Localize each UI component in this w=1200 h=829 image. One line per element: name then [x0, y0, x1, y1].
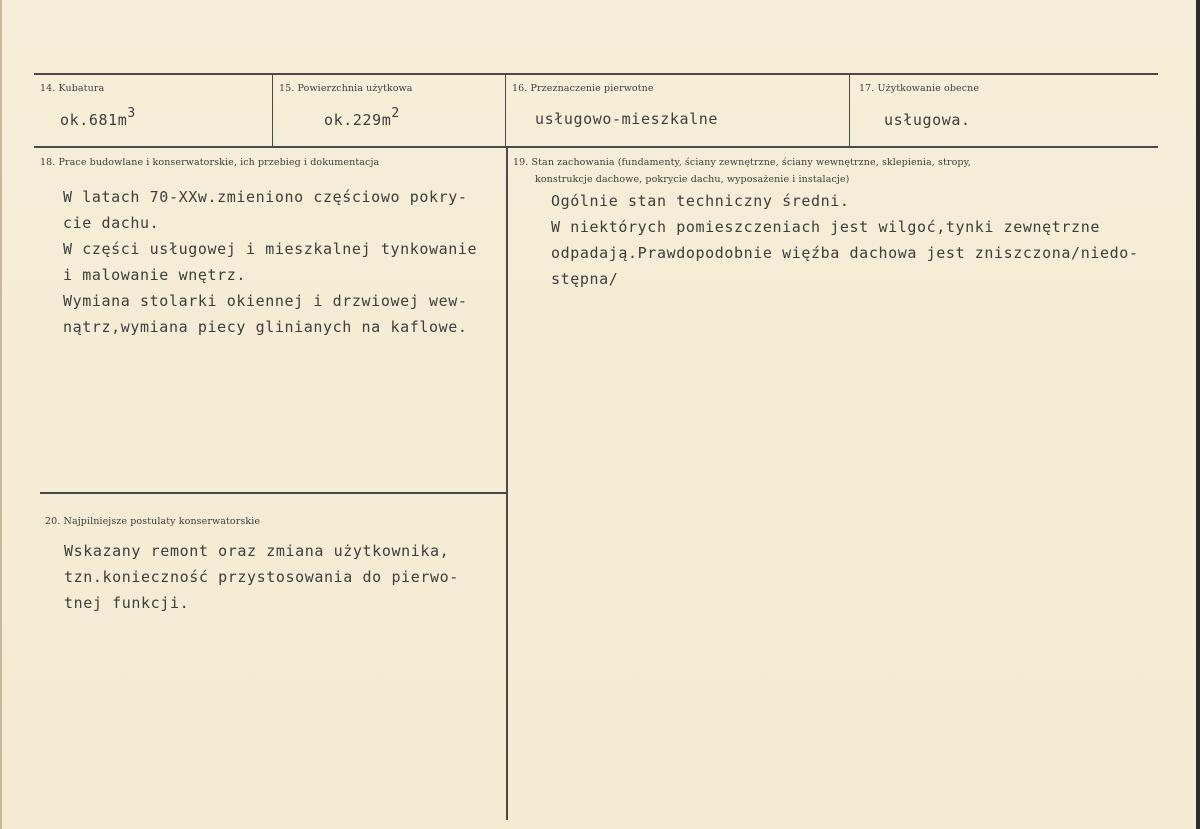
- row1-bottom-rule: [34, 146, 1158, 148]
- field-15-label: 15. Powierzchnia użytkowa: [279, 83, 413, 94]
- field-14-label: 14. Kubatura: [40, 83, 105, 94]
- field-14-value: $ok.681m^3$: [60, 106, 136, 129]
- field-20-line: Wskazany remont oraz zmiana użytkownika,: [64, 542, 450, 560]
- field-19-line: odpadają.Prawdopodobnie więźba dachowa jest zniszczona/niedo-: [551, 244, 1139, 262]
- field-18-text: [63, 184, 477, 340]
- field-19-line: Ogólnie stan techniczny średni.: [551, 192, 850, 210]
- field-15-value: $ok.229m^2$: [324, 106, 400, 129]
- divider-14-15: [272, 73, 273, 148]
- divider-left-right: [506, 148, 508, 820]
- field-18-line: cie dachu.: [63, 214, 160, 232]
- field-19-label-line-1: 19. Stan zachowania (fundamenty, ściany zewnętrzne, ściany wewnętrzne, sklepienia, stropy,: [513, 157, 971, 168]
- field-19-label-line-2: konstrukcje dachowe, pokrycie dachu, wyposażenie i instalacje): [535, 174, 850, 185]
- field-16-label: 16. Przeznaczenie pierwotne: [512, 83, 654, 94]
- field-18-line: Wymiana stolarki okiennej i drzwiowej wew-: [63, 292, 468, 310]
- field-17-label: 17. Użytkowanie obecne: [859, 83, 980, 94]
- field-19-line: stępna/: [551, 270, 619, 288]
- field-20-line: tzn.konieczność przystosowania do pierwo-: [64, 568, 459, 586]
- field-18-line: W latach 70-XXw.zmieniono częściowo pokry-: [63, 188, 468, 206]
- field-20-label: 20. Najpilniejsze postulaty konserwatorskie: [45, 516, 261, 527]
- field-18-label: 18. Prace budowlane i konserwatorskie, ich przebieg i dokumentacja: [40, 157, 380, 168]
- field-18-line: i malowanie wnętrz.: [63, 266, 246, 284]
- field-19-line: W niektórych pomieszczeniach jest wilgoć,tynki zewnętrzne: [551, 218, 1100, 236]
- top-rule: [34, 73, 1158, 75]
- field-20-text: [64, 538, 459, 616]
- field-16-value: usługowo-mieszkalne: [535, 110, 718, 128]
- field-18-line: W części usługowej i mieszkalnej tynkowanie: [63, 240, 478, 258]
- field-20-line: tnej funkcji.: [64, 594, 190, 612]
- card-left-edge: [0, 0, 2, 829]
- field-17-value: usługowa.: [884, 111, 971, 129]
- divider-16-17: [849, 73, 850, 148]
- field-19-text: [551, 188, 1138, 292]
- card-right-edge: [1196, 0, 1200, 829]
- field-18-line: nątrz,wymiana piecy glinianych na kaflowe.: [63, 318, 468, 336]
- divider-15-16: [505, 73, 506, 148]
- field-18-bottom-rule: [40, 492, 506, 494]
